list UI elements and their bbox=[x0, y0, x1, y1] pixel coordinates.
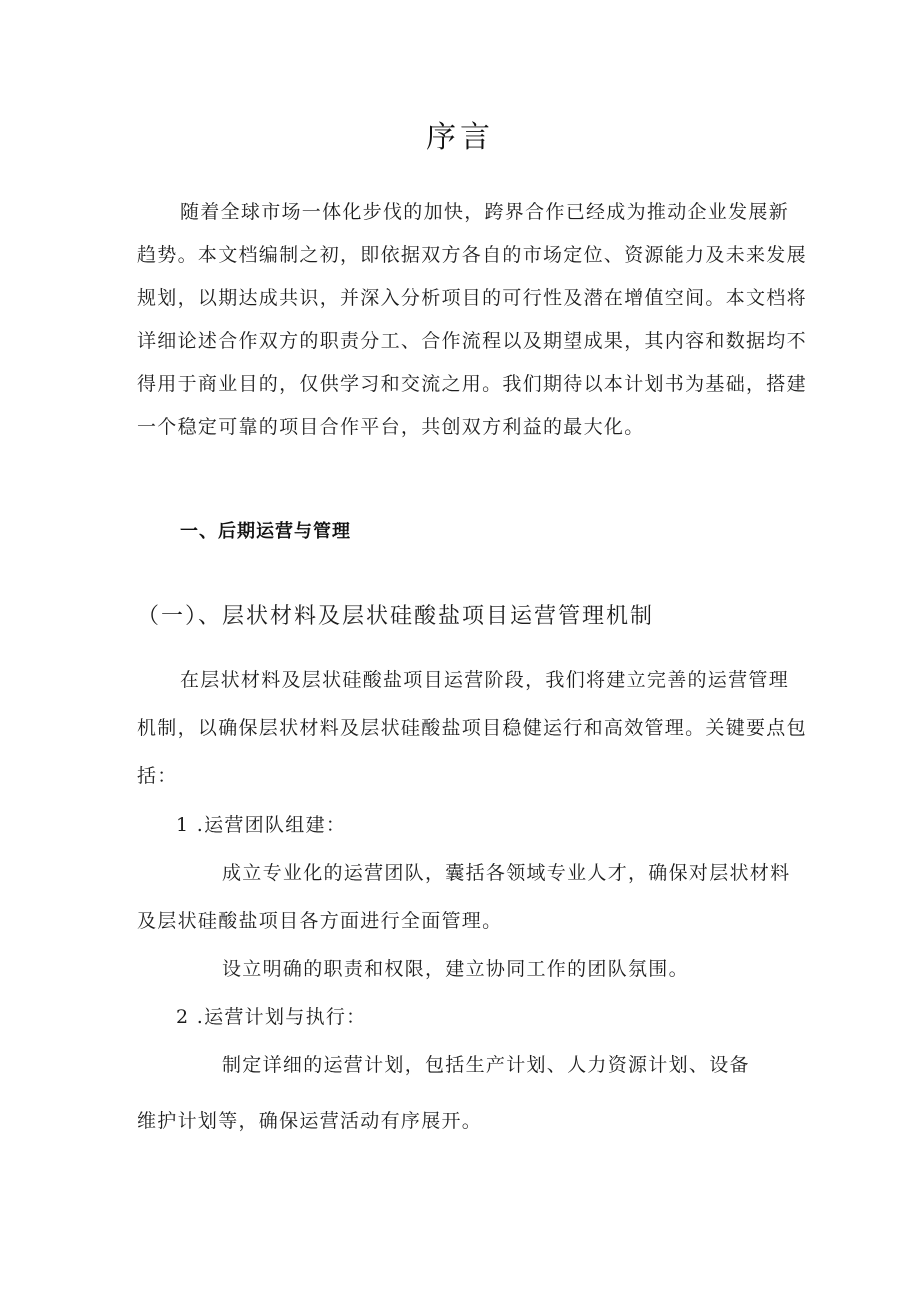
paragraph-line: 制定详细的运营计划，包括生产计划、人力资源计划、设备 bbox=[222, 1054, 750, 1076]
paragraph-line: 成立专业化的运营团队，囊括各领域专业人才，确保对层状材料 bbox=[222, 862, 791, 884]
paragraph-line: 一个稳定可靠的项目合作平台，共创双方利益的最大化。 bbox=[137, 416, 645, 438]
list-item-label: 2 .运营计划与执行： bbox=[176, 1006, 367, 1028]
section-heading: 一、后期运营与管理 bbox=[180, 521, 351, 542]
paragraph-line: 趋势。本文档编制之初，即依据双方各自的市场定位、资源能力及未来发展 bbox=[137, 244, 807, 266]
paragraph-line: 随着全球市场一体化步伐的加快，跨界合作已经成为推动企业发展新 bbox=[180, 201, 790, 223]
paragraph-line: 规划，以期达成共识，并深入分析项目的可行性及潜在增值空间。本文档将 bbox=[137, 287, 807, 309]
paragraph-line: 得用于商业目的，仅供学习和交流之用。我们期待以本计划书为基础，搭建 bbox=[137, 373, 807, 395]
subsection-heading: （一）、层状材料及层状硅酸盐项目运营管理机制 bbox=[137, 604, 655, 629]
paragraph-line: 及层状硅酸盐项目各方面进行全面管理。 bbox=[137, 910, 503, 932]
paragraph-line: 维护计划等，确保运营活动有序展开。 bbox=[137, 1110, 483, 1132]
paragraph-line: 详细论述合作双方的职责分工、合作流程以及期望成果，其内容和数据均不 bbox=[137, 330, 807, 352]
page-title: 序言 bbox=[426, 120, 494, 155]
paragraph-line: 机制，以确保层状材料及层状硅酸盐项目稳健运行和高效管理。关键要点包 bbox=[137, 717, 807, 739]
paragraph-line: 设立明确的职责和权限，建立协同工作的团队氛围。 bbox=[222, 958, 689, 980]
paragraph-line: 括： bbox=[137, 765, 178, 787]
list-item-label: 1 .运营团队组建： bbox=[176, 814, 347, 836]
paragraph-line: 在层状材料及层状硅酸盐项目运营阶段，我们将建立完善的运营管理 bbox=[180, 669, 790, 691]
